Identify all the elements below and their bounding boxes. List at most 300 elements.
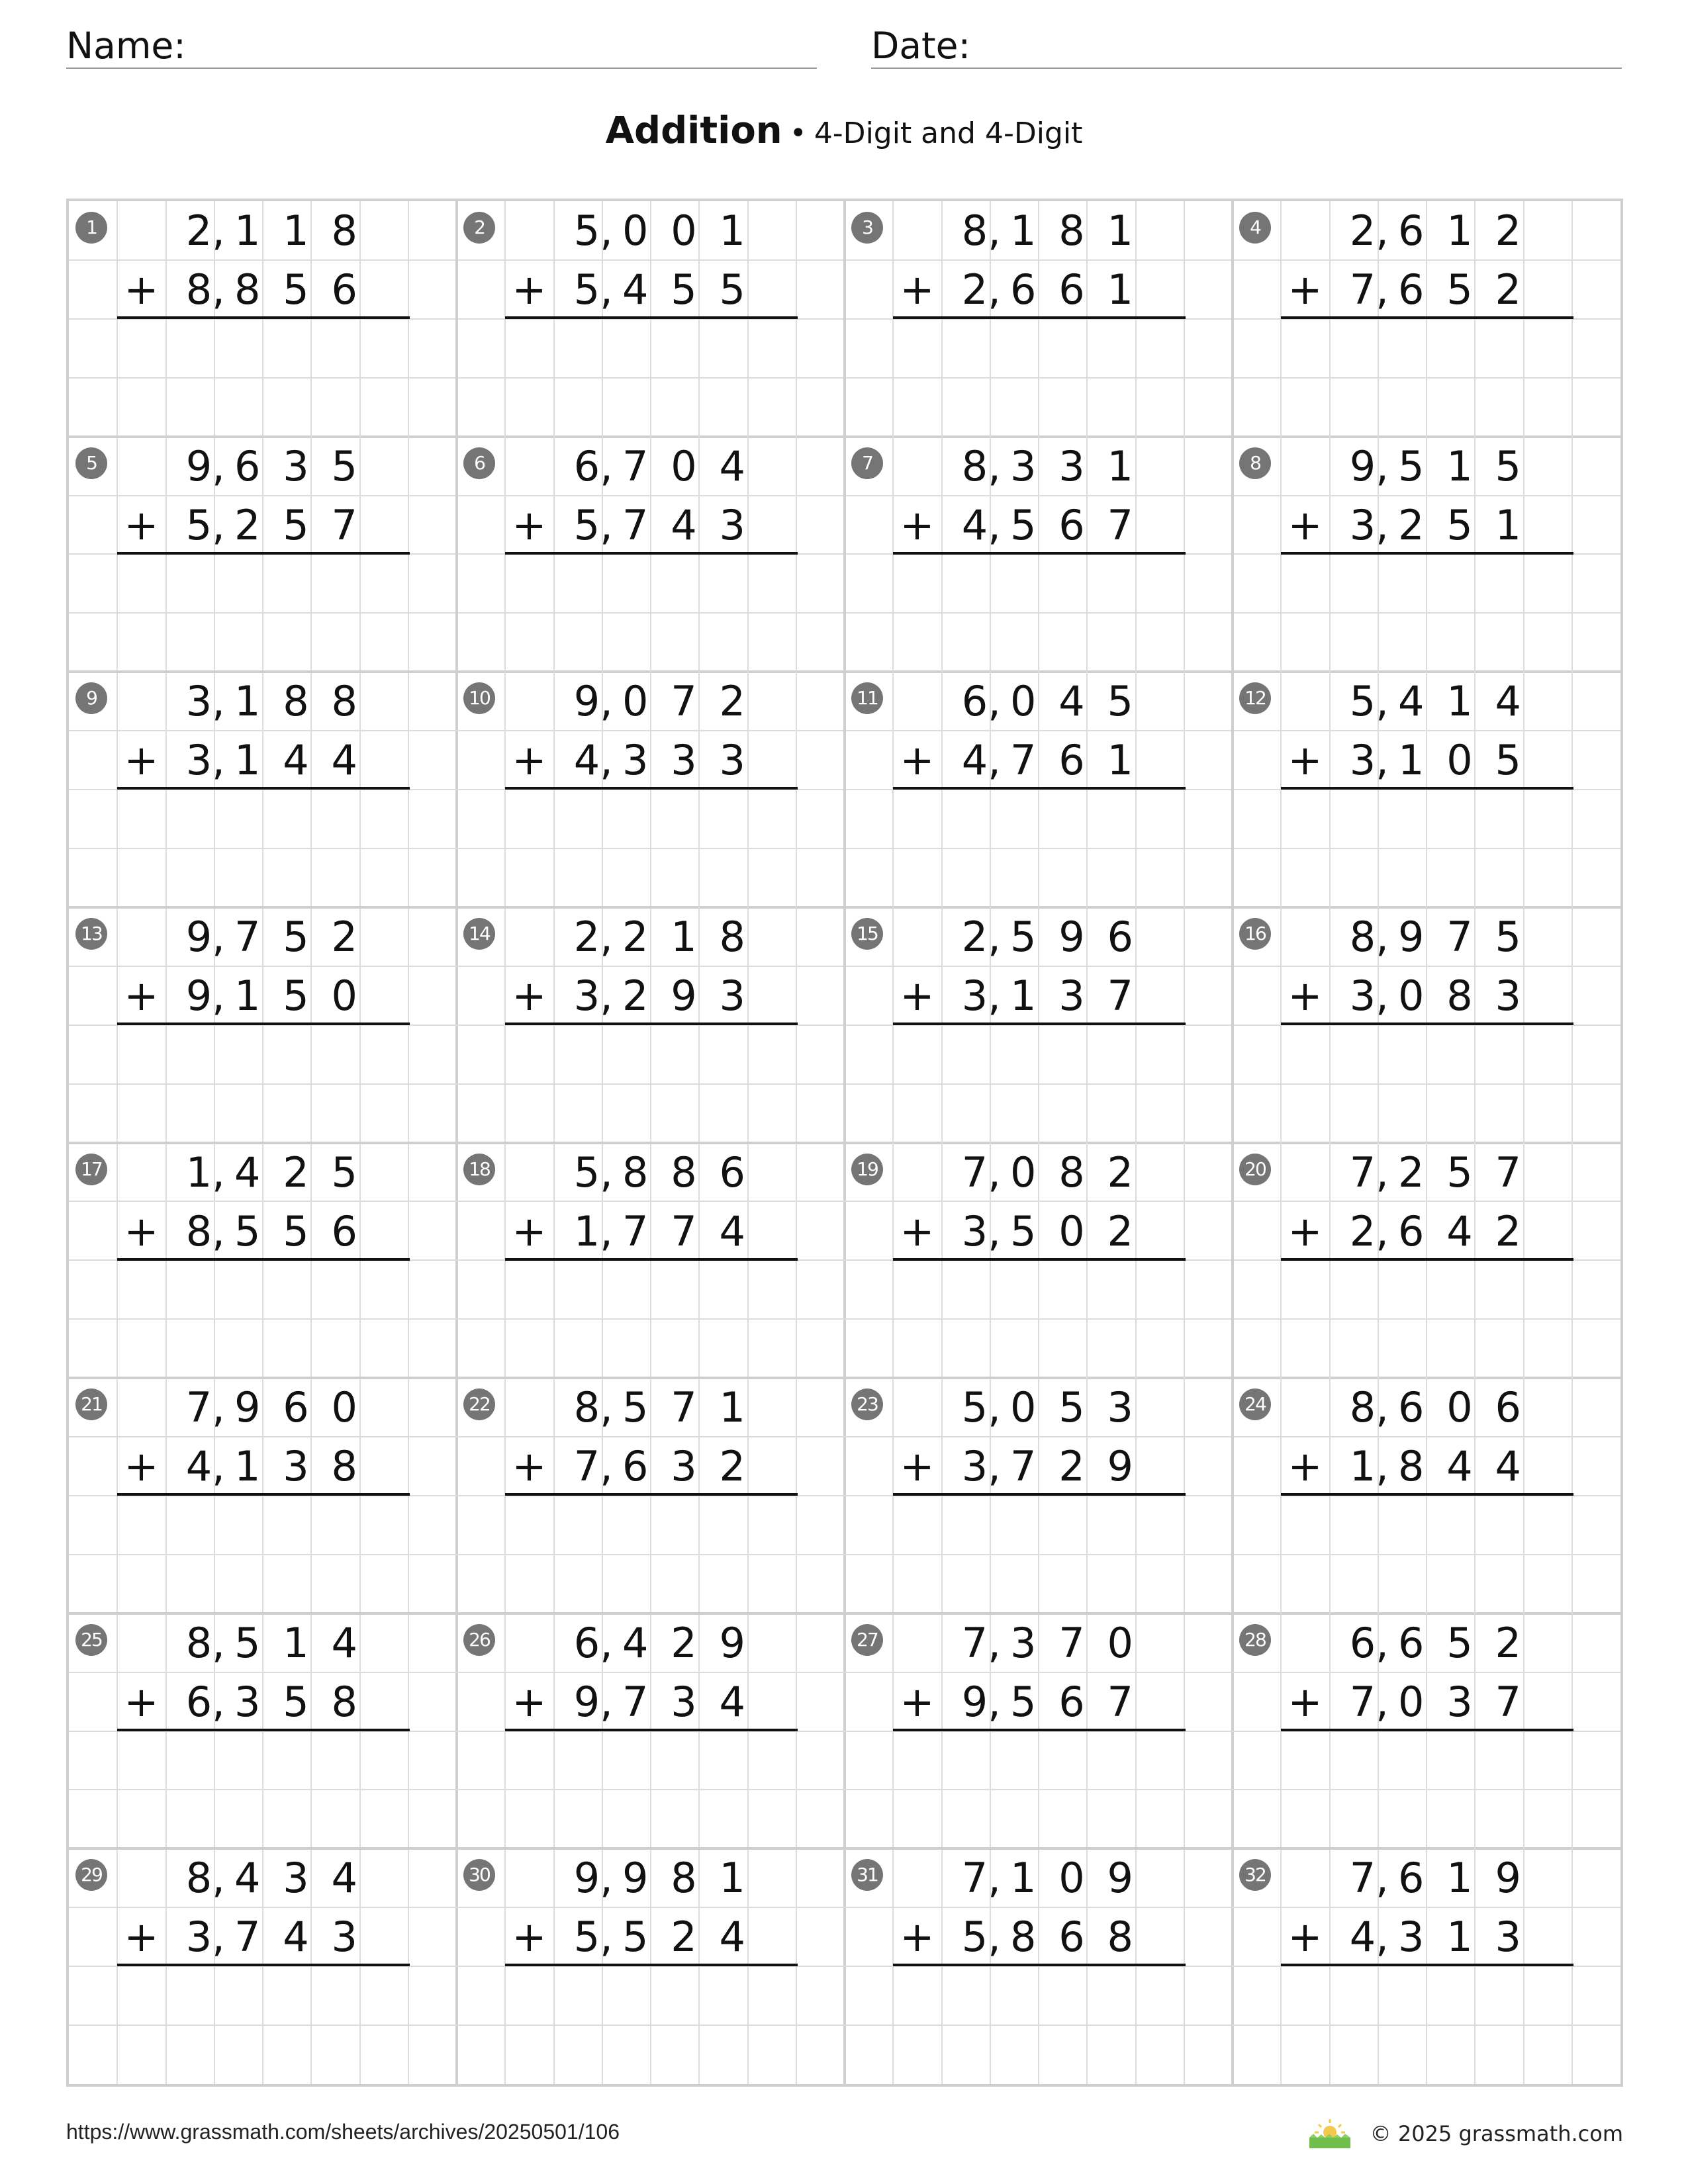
digit: 4 [622, 1618, 649, 1667]
digit: 4 [961, 500, 988, 549]
addend-top [951, 1848, 1168, 1907]
addend-bottom [563, 496, 780, 555]
date-field[interactable] [871, 24, 1622, 69]
thousands-separator: , [600, 971, 613, 1020]
problem-number-badge: 20 [1239, 1154, 1271, 1185]
problem-number-badge: 22 [463, 1388, 495, 1420]
digit: 8 [1349, 1383, 1376, 1432]
digit: 3 [1495, 971, 1521, 1020]
digit: 8 [331, 206, 357, 255]
addend-top [951, 672, 1168, 731]
sum-rule [893, 1493, 1186, 1496]
problem-grid [66, 199, 1623, 2087]
digit: 3 [961, 1442, 988, 1491]
digit: 4 [331, 1618, 357, 1667]
digit: 0 [671, 206, 697, 255]
digit: 5 [1349, 677, 1376, 726]
addend-bottom [1338, 1202, 1556, 1261]
thousands-separator: , [600, 206, 613, 255]
digit: 4 [1349, 1913, 1376, 1962]
copyright-text: © 2025 grassmath.com [1370, 2121, 1623, 2146]
problem-number-badge: 23 [851, 1388, 883, 1420]
digit: 7 [622, 1677, 649, 1726]
digit: 0 [1010, 1148, 1037, 1197]
digit: 8 [961, 441, 988, 490]
plus-sign: + [900, 1442, 935, 1491]
thousands-separator: , [600, 1206, 613, 1255]
digit: 5 [961, 1383, 988, 1432]
digit: 3 [234, 1677, 261, 1726]
digit: 3 [185, 736, 212, 785]
thousands-separator: , [212, 1677, 225, 1726]
digit: 7 [671, 1206, 697, 1255]
digit: 1 [1010, 1854, 1037, 1903]
digit: 0 [1446, 736, 1473, 785]
digit: 4 [1398, 677, 1425, 726]
digit: 1 [283, 1618, 309, 1667]
digit: 2 [961, 912, 988, 961]
title-separator: • [789, 116, 807, 150]
addend-bottom [1338, 1437, 1556, 1496]
problem-number-badge: 5 [75, 447, 107, 479]
addend-top [563, 1378, 780, 1437]
digit: 0 [1398, 1677, 1425, 1726]
digit: 2 [283, 1148, 309, 1197]
addend-top [951, 1143, 1168, 1202]
digit: 3 [1010, 1618, 1037, 1667]
thousands-separator: , [988, 912, 1001, 961]
digit: 1 [1446, 1854, 1473, 1903]
thousands-separator: , [1376, 1854, 1389, 1903]
thousands-separator: , [212, 971, 225, 1020]
addend-top [951, 201, 1168, 260]
digit: 6 [1010, 265, 1037, 314]
digit: 3 [185, 677, 212, 726]
addend-bottom [175, 260, 392, 319]
plus-sign: + [512, 1206, 547, 1255]
digit: 3 [573, 971, 600, 1020]
digit: 6 [1058, 1677, 1085, 1726]
sum-rule [117, 1023, 410, 1025]
problem-number-badge: 21 [75, 1388, 107, 1420]
digit: 3 [1058, 971, 1085, 1020]
problem-7 [845, 437, 1234, 673]
digit: 4 [331, 736, 357, 785]
digit: 4 [234, 1148, 261, 1197]
addend-bottom [563, 1672, 780, 1731]
addend-top [563, 1848, 780, 1907]
digit: 6 [573, 441, 600, 490]
digit: 3 [283, 1854, 309, 1903]
problem-number-badge: 11 [851, 682, 883, 714]
digit: 4 [719, 1913, 745, 1962]
addend-top [563, 437, 780, 496]
digit: 4 [719, 1206, 745, 1255]
digit: 8 [1107, 1913, 1133, 1962]
plus-sign: + [900, 265, 935, 314]
addend-top [1338, 1378, 1556, 1437]
problem-12 [1233, 672, 1622, 908]
problem-number-badge: 13 [75, 918, 107, 950]
digit: 3 [671, 1442, 697, 1491]
addend-top [175, 672, 392, 731]
addend-top [563, 907, 780, 966]
problem-number-badge: 2 [463, 212, 495, 244]
sum-rule [117, 1964, 410, 1966]
digit: 8 [1058, 1148, 1085, 1197]
digit: 2 [1495, 1618, 1521, 1667]
digit: 1 [185, 1148, 212, 1197]
digit: 5 [1010, 1206, 1037, 1255]
problem-number-badge: 1 [75, 212, 107, 244]
digit: 5 [1107, 677, 1133, 726]
problem-8 [1233, 437, 1622, 673]
plus-sign: + [1288, 736, 1323, 785]
plus-sign: + [1288, 265, 1323, 314]
digit: 7 [1107, 1677, 1133, 1726]
digit: 9 [1349, 441, 1376, 490]
addend-top [1338, 1848, 1556, 1907]
digit: 0 [622, 677, 649, 726]
digit: 4 [234, 1854, 261, 1903]
thousands-separator: , [212, 1206, 225, 1255]
problem-number-badge: 16 [1239, 918, 1271, 950]
sum-rule [117, 1258, 410, 1261]
sum-rule [505, 1023, 798, 1025]
digit: 4 [283, 736, 309, 785]
thousands-separator: , [988, 1206, 1001, 1255]
thousands-separator: , [212, 1913, 225, 1962]
addend-top [175, 1378, 392, 1437]
digit: 1 [234, 1442, 261, 1491]
problem-5 [69, 437, 458, 673]
thousands-separator: , [600, 677, 613, 726]
plus-sign: + [124, 1677, 159, 1726]
thousands-separator: , [1376, 1148, 1389, 1197]
digit: 8 [1010, 1913, 1037, 1962]
digit: 5 [622, 1913, 649, 1962]
digit: 3 [719, 971, 745, 1020]
sum-rule [505, 1258, 798, 1261]
addend-bottom [951, 1907, 1168, 1966]
digit: 3 [1010, 441, 1037, 490]
thousands-separator: , [600, 265, 613, 314]
digit: 9 [961, 1677, 988, 1726]
problem-26 [457, 1614, 846, 1850]
digit: 1 [1107, 265, 1133, 314]
addend-top [175, 1143, 392, 1202]
addend-bottom [563, 731, 780, 790]
digit: 1 [719, 1854, 745, 1903]
digit: 6 [1058, 1913, 1085, 1962]
digit: 2 [185, 206, 212, 255]
addend-bottom [563, 1907, 780, 1966]
plus-sign: + [512, 500, 547, 549]
sum-rule [505, 1964, 798, 1966]
sum-rule [1281, 1258, 1573, 1261]
digit: 4 [331, 1854, 357, 1903]
addend-bottom [563, 1202, 780, 1261]
digit: 6 [1349, 1618, 1376, 1667]
plus-sign: + [1288, 971, 1323, 1020]
digit: 8 [961, 206, 988, 255]
digit: 2 [1058, 1442, 1085, 1491]
addend-bottom [1338, 966, 1556, 1025]
addend-bottom [1338, 731, 1556, 790]
plus-sign: + [512, 265, 547, 314]
digit: 7 [1349, 1854, 1376, 1903]
problem-number-badge: 12 [1239, 682, 1271, 714]
plus-sign: + [512, 971, 547, 1020]
addend-bottom [951, 1202, 1168, 1261]
addend-top [1338, 201, 1556, 260]
thousands-separator: , [600, 1442, 613, 1491]
digit: 5 [573, 265, 600, 314]
addend-top [175, 437, 392, 496]
addend-top [1338, 1143, 1556, 1202]
plus-sign: + [900, 736, 935, 785]
digit: 8 [671, 1148, 697, 1197]
thousands-separator: , [1376, 1383, 1389, 1432]
digit: 5 [622, 1383, 649, 1432]
digit: 5 [331, 1148, 357, 1197]
digit: 3 [185, 1913, 212, 1962]
sum-rule [893, 1258, 1186, 1261]
digit: 2 [1495, 206, 1521, 255]
thousands-separator: , [212, 1383, 225, 1432]
digit: 7 [1107, 971, 1133, 1020]
digit: 1 [719, 1383, 745, 1432]
thousands-separator: , [600, 500, 613, 549]
digit: 6 [961, 677, 988, 726]
thousands-separator: , [988, 1148, 1001, 1197]
digit: 5 [1010, 500, 1037, 549]
plus-sign: + [512, 1913, 547, 1962]
digit: 6 [719, 1148, 745, 1197]
digit: 2 [622, 971, 649, 1020]
sum-rule [1281, 316, 1573, 319]
digit: 1 [1107, 206, 1133, 255]
plus-sign: + [124, 265, 159, 314]
digit: 3 [1398, 1913, 1425, 1962]
digit: 8 [622, 1148, 649, 1197]
thousands-separator: , [600, 1913, 613, 1962]
thousands-separator: , [1376, 736, 1389, 785]
digit: 4 [961, 736, 988, 785]
thousands-separator: , [1376, 206, 1389, 255]
problem-30 [457, 1848, 846, 2085]
addend-bottom [175, 1202, 392, 1261]
digit: 1 [1107, 736, 1133, 785]
digit: 2 [961, 265, 988, 314]
digit: 1 [234, 677, 261, 726]
thousands-separator: , [1376, 1913, 1389, 1962]
sum-rule [117, 1493, 410, 1496]
digit: 5 [1010, 1677, 1037, 1726]
problem-21 [69, 1378, 458, 1614]
digit: 1 [719, 206, 745, 255]
digit: 6 [573, 1618, 600, 1667]
problem-number-badge: 9 [75, 682, 107, 714]
digit: 3 [331, 1913, 357, 1962]
digit: 7 [622, 1206, 649, 1255]
plus-sign: + [900, 500, 935, 549]
plus-sign: + [900, 1677, 935, 1726]
addend-top [951, 1378, 1168, 1437]
addend-bottom [175, 1672, 392, 1731]
addend-top [951, 1614, 1168, 1672]
problem-6 [457, 437, 846, 673]
digit: 5 [1398, 441, 1425, 490]
problem-1 [69, 201, 458, 437]
digit: 0 [1107, 1618, 1133, 1667]
digit: 5 [1058, 1383, 1085, 1432]
digit: 6 [283, 1383, 309, 1432]
digit: 2 [331, 912, 357, 961]
digit: 5 [234, 1206, 261, 1255]
problem-number-badge: 29 [75, 1859, 107, 1891]
addend-bottom [175, 1437, 392, 1496]
digit: 3 [1349, 500, 1376, 549]
grass-sun-logo-icon [1307, 2118, 1353, 2150]
digit: 7 [234, 1913, 261, 1962]
sum-rule [505, 787, 798, 790]
problem-number-badge: 27 [851, 1624, 883, 1656]
name-field[interactable] [66, 24, 817, 69]
digit: 6 [622, 1442, 649, 1491]
digit: 5 [961, 1913, 988, 1962]
digit: 1 [1398, 736, 1425, 785]
digit: 9 [573, 1854, 600, 1903]
digit: 1 [1446, 1913, 1473, 1962]
digit: 8 [185, 1206, 212, 1255]
digit: 4 [719, 441, 745, 490]
addend-bottom [175, 496, 392, 555]
digit: 4 [185, 1442, 212, 1491]
addend-bottom [951, 1672, 1168, 1731]
digit: 4 [1446, 1442, 1473, 1491]
thousands-separator: , [600, 1677, 613, 1726]
thousands-separator: , [988, 265, 1001, 314]
digit: 2 [573, 912, 600, 961]
digit: 5 [283, 971, 309, 1020]
digit: 9 [1495, 1854, 1521, 1903]
digit: 6 [1398, 206, 1425, 255]
problem-number-badge: 24 [1239, 1388, 1271, 1420]
problem-2 [457, 201, 846, 437]
digit: 5 [283, 265, 309, 314]
digit: 5 [234, 1618, 261, 1667]
thousands-separator: , [988, 1442, 1001, 1491]
addend-top [563, 1143, 780, 1202]
problem-17 [69, 1143, 458, 1379]
problem-number-badge: 3 [851, 212, 883, 244]
plus-sign: + [900, 1913, 935, 1962]
digit: 7 [622, 441, 649, 490]
digit: 8 [331, 677, 357, 726]
thousands-separator: , [212, 1148, 225, 1197]
digit: 8 [185, 265, 212, 314]
digit: 7 [573, 1442, 600, 1491]
digit: 9 [1107, 1854, 1133, 1903]
addend-bottom [175, 1907, 392, 1966]
thousands-separator: , [600, 736, 613, 785]
thousands-separator: , [212, 677, 225, 726]
digit: 4 [1446, 1206, 1473, 1255]
addend-bottom [951, 1437, 1168, 1496]
problem-15 [845, 907, 1234, 1144]
thousands-separator: , [212, 441, 225, 490]
sum-rule [893, 1729, 1186, 1731]
digit: 3 [622, 736, 649, 785]
addend-bottom [563, 1437, 780, 1496]
digit: 4 [671, 500, 697, 549]
digit: 6 [1058, 500, 1085, 549]
digit: 9 [185, 912, 212, 961]
digit: 0 [622, 206, 649, 255]
problem-27 [845, 1614, 1234, 1850]
thousands-separator: , [600, 1618, 613, 1667]
addend-top [175, 201, 392, 260]
thousands-separator: , [1376, 1677, 1389, 1726]
digit: 1 [234, 971, 261, 1020]
digit: 1 [234, 736, 261, 785]
digit: 6 [1398, 265, 1425, 314]
plus-sign: + [512, 1442, 547, 1491]
digit: 3 [283, 1442, 309, 1491]
addend-top [1338, 1614, 1556, 1672]
digit: 3 [1058, 441, 1085, 490]
digit: 9 [573, 677, 600, 726]
sum-rule [893, 552, 1186, 555]
problem-22 [457, 1378, 846, 1614]
digit: 0 [671, 441, 697, 490]
digit: 5 [283, 1206, 309, 1255]
thousands-separator: , [1376, 265, 1389, 314]
plus-sign: + [900, 1206, 935, 1255]
problem-number-badge: 32 [1239, 1859, 1271, 1891]
addend-bottom [563, 966, 780, 1025]
digit: 7 [961, 1618, 988, 1667]
problem-16 [1233, 907, 1622, 1144]
digit: 1 [283, 206, 309, 255]
plus-sign: + [1288, 1442, 1323, 1491]
problem-3 [845, 201, 1234, 437]
digit: 3 [1349, 971, 1376, 1020]
digit: 6 [331, 265, 357, 314]
thousands-separator: , [988, 971, 1001, 1020]
sum-rule [505, 1493, 798, 1496]
thousands-separator: , [988, 500, 1001, 549]
thousands-separator: , [1376, 1442, 1389, 1491]
plus-sign: + [124, 971, 159, 1020]
digit: 4 [719, 1677, 745, 1726]
thousands-separator: , [212, 912, 225, 961]
digit: 3 [1349, 736, 1376, 785]
digit: 6 [1058, 736, 1085, 785]
digit: 4 [1058, 677, 1085, 726]
problem-29 [69, 1848, 458, 2085]
digit: 2 [1495, 1206, 1521, 1255]
digit: 1 [1010, 971, 1037, 1020]
digit: 2 [1398, 500, 1425, 549]
thousands-separator: , [600, 1148, 613, 1197]
digit: 9 [234, 1383, 261, 1432]
digit: 5 [1495, 912, 1521, 961]
problem-number-badge: 26 [463, 1624, 495, 1656]
digit: 6 [1495, 1383, 1521, 1432]
digit: 5 [185, 500, 212, 549]
